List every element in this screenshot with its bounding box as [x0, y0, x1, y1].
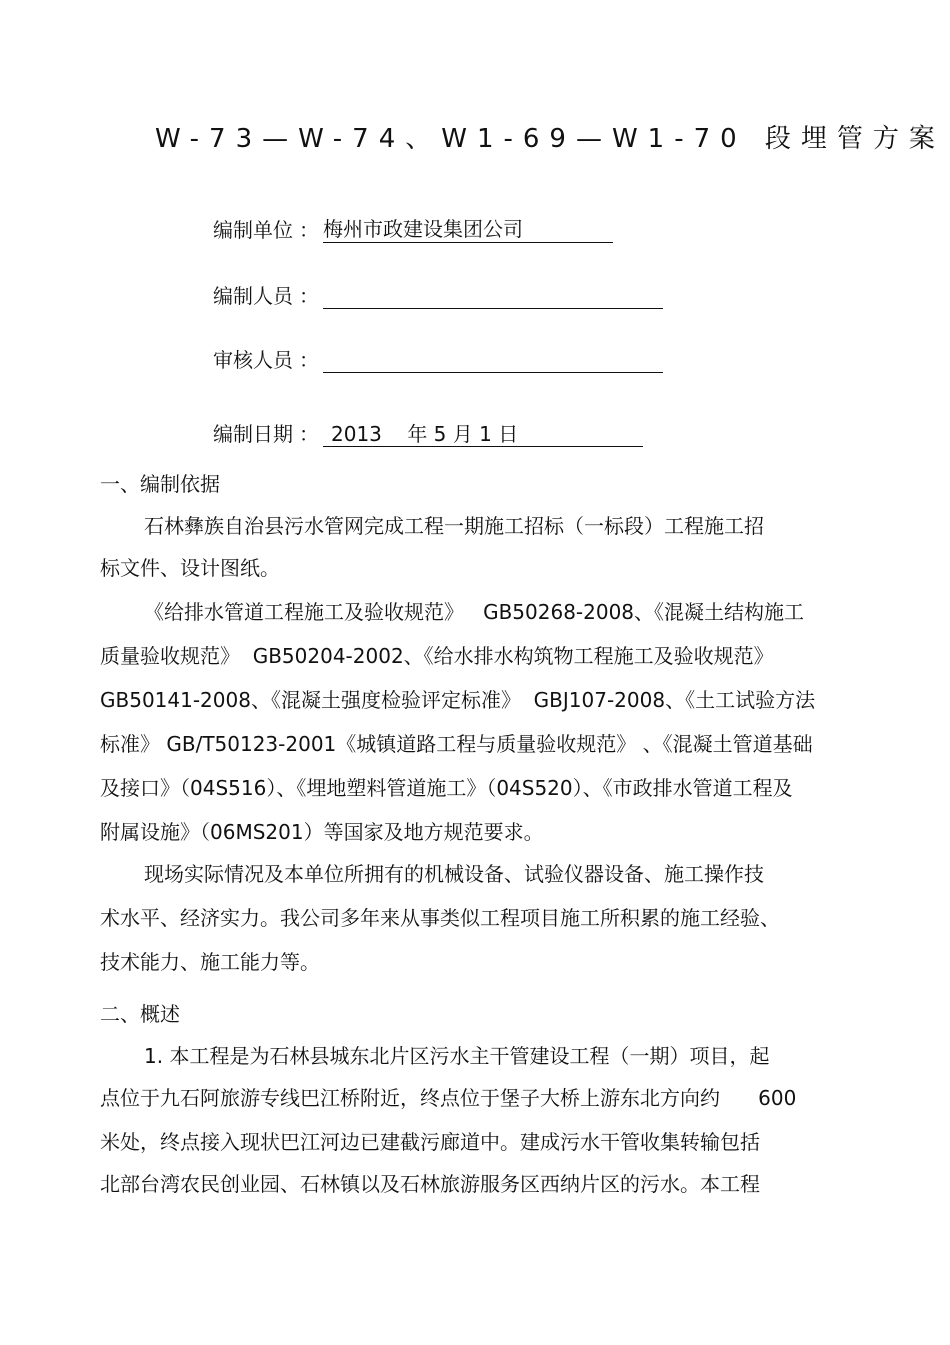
- field-value: [323, 282, 663, 309]
- field-label: 编制单位: [213, 218, 293, 242]
- field-compile-unit: [213, 214, 613, 243]
- paragraph-line: 及接口》（04S516）、《埋地塑料管道施工》（04S520）、《市政排水管道工程及: [100, 776, 793, 800]
- field-colon: ：: [299, 218, 319, 242]
- paragraph-line: GB50141-2008、《混凝土强度检验评定标准》 GBJ107-2008、《土工试验方法: [100, 688, 816, 712]
- paragraph-line: 米处，终点接入现状巴江河边已建截污廊道中。建成污水干管收集转输包括: [100, 1130, 760, 1154]
- field-value: 2013 年 5 月 1 日: [323, 421, 643, 447]
- document-title: W-73—W-74、W1-69—W1-70 段埋管方案: [155, 124, 945, 154]
- field-label: 审核人员: [213, 348, 293, 372]
- paragraph-line: 《给排水管道工程施工及验收规范》 GB50268-2008、《混凝土结构施工: [144, 600, 805, 624]
- paragraph-line: 标文件、设计图纸。: [100, 556, 280, 580]
- field-colon: ：: [299, 284, 319, 308]
- field-compiler: [213, 280, 663, 309]
- field-value: 梅州市政建设集团公司: [323, 216, 613, 243]
- paragraph-line: 1. 本工程是为石林县城东北片区污水主干管建设工程（一期）项目，起: [144, 1044, 770, 1068]
- field-label: 编制日期: [213, 422, 293, 446]
- field-colon: ：: [299, 348, 319, 372]
- paragraph-line: 石林彝族自治县污水管网完成工程一期施工招标（一标段）工程施工招: [144, 514, 764, 538]
- paragraph-line: 标准》 GB/T50123-2001《城镇道路工程与质量验收规范》 、《混凝土管道基础: [100, 732, 813, 756]
- paragraph-line: 附属设施》（06MS201）等国家及地方规范要求。: [100, 820, 544, 844]
- field-label: 编制人员: [213, 284, 293, 308]
- paragraph-line: 现场实际情况及本单位所拥有的机械设备、试验仪器设备、施工操作技: [144, 862, 764, 886]
- field-colon: ：: [299, 422, 319, 446]
- paragraph-line: 质量验收规范》 GB50204-2002、《给水排水构筑物工程施工及验收规范》: [100, 644, 774, 668]
- paragraph-line: 术水平、经济实力。我公司多年来从事类似工程项目施工所积累的施工经验、: [100, 906, 780, 930]
- field-reviewer: [213, 344, 663, 373]
- section-heading: 二、概述: [100, 1002, 180, 1026]
- paragraph-line: 点位于九石阿旅游专线巴江桥附近，终点位于堡子大桥上游东北方向约 600: [100, 1086, 797, 1110]
- field-compile-date: [213, 418, 643, 447]
- paragraph-line: 技术能力、施工能力等。: [100, 950, 320, 974]
- field-value: [323, 346, 663, 373]
- paragraph-line: 北部台湾农民创业园、石林镇以及石林旅游服务区西纳片区的污水。本工程: [100, 1172, 760, 1196]
- section-heading: 一、编制依据: [100, 472, 220, 496]
